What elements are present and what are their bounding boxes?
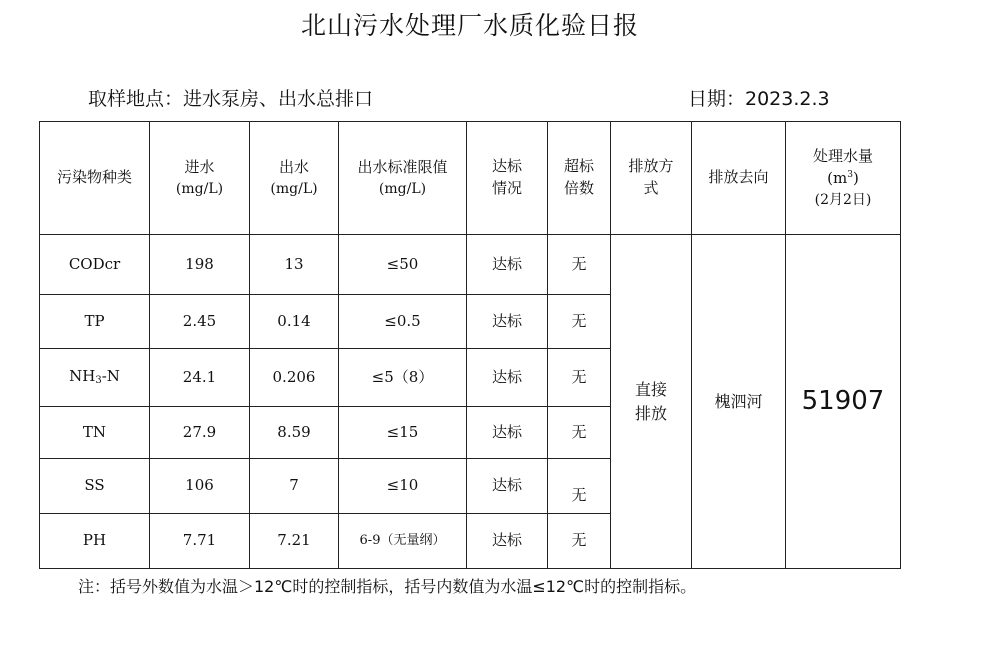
header-inflow: 进水 (mg/L) bbox=[150, 122, 250, 235]
exceed-value: 无 bbox=[548, 514, 611, 569]
limit-value: ≤10 bbox=[339, 459, 467, 514]
inflow-value: 27.9 bbox=[150, 407, 250, 459]
header-volume: 处理水量 $(m^3)$ (2月2日) bbox=[786, 122, 901, 235]
compliance-value: 达标 bbox=[467, 407, 548, 459]
exceed-value: 无 bbox=[548, 295, 611, 349]
report-date: 日期：2023.2.3 bbox=[688, 88, 830, 110]
limit-value: 6-9（无量纲） bbox=[339, 514, 467, 569]
pollutant-name: SS bbox=[40, 459, 150, 514]
compliance-value: 达标 bbox=[467, 349, 548, 407]
header-limit: 出水标准限值 (mg/L) bbox=[339, 122, 467, 235]
outflow-value: 0.206 bbox=[250, 349, 339, 407]
footnote: 注：括号外数值为水温＞12℃时的控制指标，括号内数值为水温≤12℃时的控制指标。 bbox=[78, 577, 697, 596]
header-outflow: 出水 (mg/L) bbox=[250, 122, 339, 235]
inflow-value: 24.1 bbox=[150, 349, 250, 407]
header-exceed: 超标 倍数 bbox=[548, 122, 611, 235]
header-discharge-mode: 排放方 式 bbox=[611, 122, 692, 235]
table-header-row bbox=[40, 122, 901, 235]
sampling-location: 取样地点：进水泵房、出水总排口 bbox=[88, 88, 374, 110]
header-pollutant: 污染物种类 bbox=[40, 122, 150, 235]
inflow-value: 7.71 bbox=[150, 514, 250, 569]
pollutant-name: TP bbox=[40, 295, 150, 349]
inflow-value: 106 bbox=[150, 459, 250, 514]
outflow-value: 13 bbox=[250, 235, 339, 295]
treated-volume: 51907 bbox=[801, 385, 885, 416]
exceed-value: 无 bbox=[548, 407, 611, 459]
limit-value: ≤50 bbox=[339, 235, 467, 295]
outflow-value: 0.14 bbox=[250, 295, 339, 349]
header-compliance: 达标 情况 bbox=[467, 122, 548, 235]
pollutant-name: TN bbox=[40, 407, 150, 459]
compliance-value: 达标 bbox=[467, 514, 548, 569]
outflow-value: 8.59 bbox=[250, 407, 339, 459]
outflow-value: 7.21 bbox=[250, 514, 339, 569]
water-quality-table bbox=[39, 121, 901, 569]
report-title: 北山污水处理厂水质化验日报 bbox=[300, 11, 639, 40]
inflow-value: 2.45 bbox=[150, 295, 250, 349]
header-discharge-dest: 排放去向 bbox=[692, 122, 786, 235]
limit-value: ≤0.5 bbox=[339, 295, 467, 349]
compliance-value: 达标 bbox=[467, 459, 548, 514]
compliance-value: 达标 bbox=[467, 235, 548, 295]
inflow-value: 198 bbox=[150, 235, 250, 295]
exceed-value: 无 bbox=[548, 459, 611, 514]
limit-value: ≤5（8） bbox=[339, 349, 467, 407]
pollutant-name: $NH_3-N$ bbox=[40, 349, 150, 407]
outflow-value: 7 bbox=[250, 459, 339, 514]
discharge-mode-cell: 直接 排放 bbox=[611, 235, 692, 569]
pollutant-name: PH bbox=[40, 514, 150, 569]
exceed-value: 无 bbox=[548, 235, 611, 295]
pollutant-name: CODcr bbox=[40, 235, 150, 295]
discharge-dest-cell: 槐泗河 bbox=[692, 235, 786, 569]
treated-volume-cell bbox=[786, 235, 901, 569]
table-row bbox=[40, 235, 901, 295]
compliance-value: 达标 bbox=[467, 295, 548, 349]
limit-value: ≤15 bbox=[339, 407, 467, 459]
exceed-value: 无 bbox=[548, 349, 611, 407]
